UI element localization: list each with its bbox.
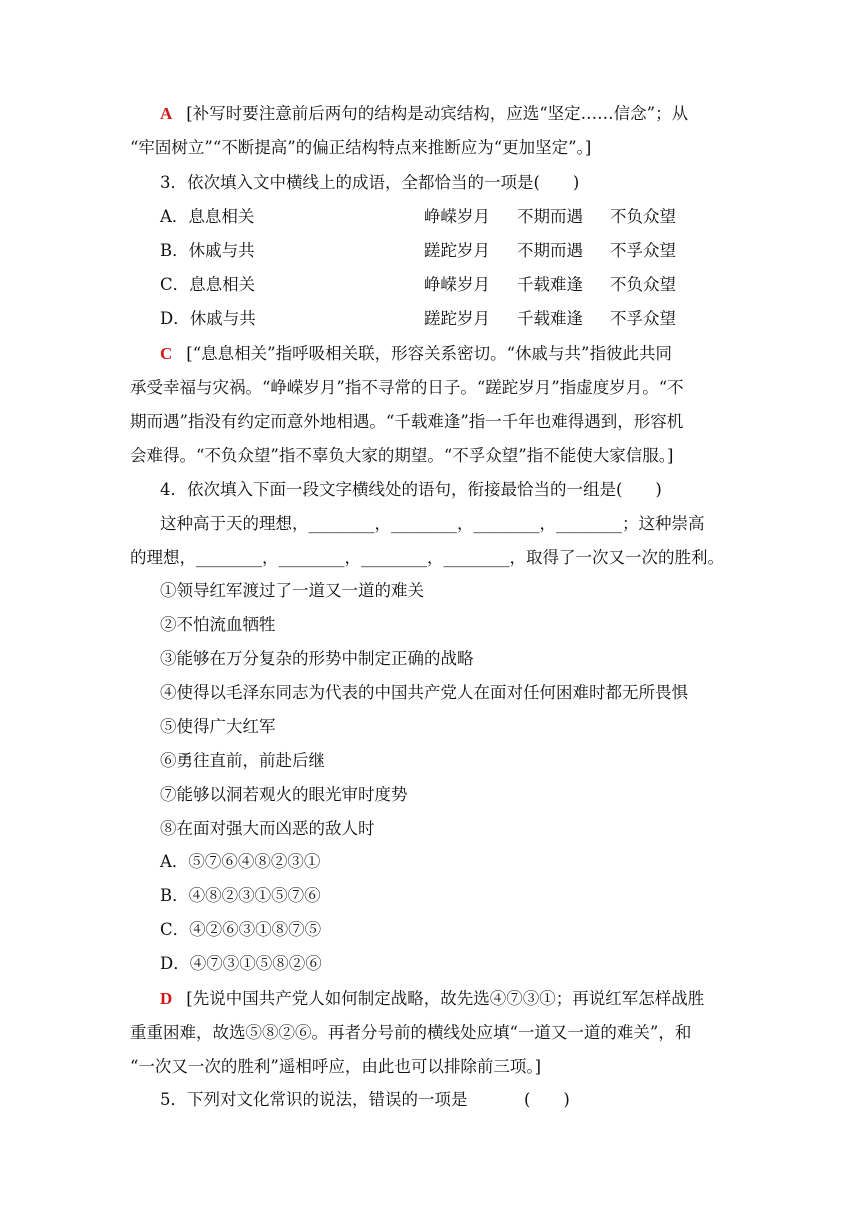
q3-option-idiom: 千载难逢	[517, 309, 583, 328]
q3-option-idiom: 不负众望	[610, 275, 676, 294]
q3-option-label: B．休戚与共	[160, 241, 255, 260]
q2-answer-letter: A	[160, 104, 173, 123]
q4-item: ①领导红军渡过了一道又一道的难关	[160, 581, 424, 600]
q3-option-idiom: 不期而遇	[517, 241, 583, 260]
q3-option-idiom: 峥嵘岁月	[424, 207, 490, 226]
q3-option-idiom: 不孚众望	[610, 241, 676, 260]
q3-option-idiom: 峥嵘岁月	[424, 275, 490, 294]
q4-option: B．④⑧②③①⑤⑦⑥	[160, 886, 321, 905]
q3-option-idiom: 蹉跎岁月	[424, 241, 490, 260]
q3-option-label: A．息息相关	[160, 207, 255, 226]
q3-option-idiom: 不孚众望	[610, 309, 676, 328]
q3-option-idiom: 不负众望	[610, 207, 676, 226]
q4-option: C．④②⑥③①⑧⑦⑤	[160, 920, 322, 939]
q4-stem: 4．依次填入下面一段文字横线处的语句，衔接最恰当的一组是( )	[160, 480, 662, 499]
q4-option: A．⑤⑦⑥④⑧②③①	[160, 852, 321, 871]
q5-stem: 5．下列对文化常识的说法，错误的一项是	[160, 1090, 468, 1109]
q2-explanation-line	[160, 104, 738, 124]
q4-passage-line: 这种高于天的理想，________，________，________，________；这种崇高	[160, 514, 705, 533]
q3-answer-letter: C	[160, 344, 173, 363]
q4-passage-line: 的理想，________，________，________，________，取得了一次又一次的胜利。	[130, 548, 724, 567]
q3-explanation-line: 承受幸福与灾祸。“峥嵘岁月”指不寻常的日子。“蹉跎岁月”指虚度岁月。“不	[130, 378, 684, 397]
q3-explanation-line: 期而遇”指没有约定而意外地相遇。“千载难逢”指一千年也难得遇到，形容机	[130, 412, 684, 431]
q4-item: ③能够在万分复杂的形势中制定正确的战略	[160, 649, 474, 668]
q3-option-label: C．息息相关	[160, 275, 256, 294]
q4-item: ④使得以毛泽东同志为代表的中国共产党人在面对任何困难时都无所畏惧	[160, 683, 688, 702]
q4-option: D．④⑦③①⑤⑧②⑥	[160, 954, 322, 973]
q4-item: ⑦能够以洞若观火的眼光审时度势	[160, 785, 408, 804]
q3-option-label: D．休戚与共	[160, 309, 256, 328]
q3-explanation-line: C [“息息相关”指呼吸相关联，形容关系密切。“休戚与共”指彼此共同	[160, 344, 672, 363]
q3-option-idiom: 千载难逢	[517, 275, 583, 294]
q4-explanation-line: D [先说中国共产党人如何制定战略，故先选④⑦③①；再说红军怎样战胜	[160, 989, 705, 1008]
q2-explanation-line: “牢固树立”“不断提高”的偏正结构特点来推断应为“更加坚定”。]	[130, 138, 592, 157]
q4-item: ⑥勇往直前，前赴后继	[160, 751, 325, 770]
q4-item: ⑧在面对强大而凶恶的敌人时	[160, 819, 375, 838]
q4-item: ⑤使得广大红军	[160, 717, 276, 736]
q3-option-idiom: 蹉跎岁月	[424, 309, 490, 328]
q3-option-idiom: 不期而遇	[517, 207, 583, 226]
q2-explanation-text: A [补写时要注意前后两句的结构是动宾结构，应选“坚定……信念”；从	[160, 104, 689, 123]
q4-answer-letter: D	[160, 989, 173, 1008]
q4-explanation-line: “一次又一次的胜利”遥相呼应，由此也可以排除前三项。]	[130, 1057, 542, 1076]
q4-item: ②不怕流血牺牲	[160, 615, 276, 634]
q4-explanation-line: 重重困难，故选⑤⑧②⑥。再者分号前的横线处应填“一道又一道的难关”，和	[130, 1023, 692, 1042]
q3-explanation-line: 会难得。“不负众望”指不辜负大家的期望。“不孚众望”指不能使大家信服。]	[130, 446, 674, 465]
q5-answer-paren: ( )	[524, 1090, 570, 1109]
q3-stem: 3．依次填入文中横线上的成语，全都恰当的一项是( )	[160, 173, 580, 192]
